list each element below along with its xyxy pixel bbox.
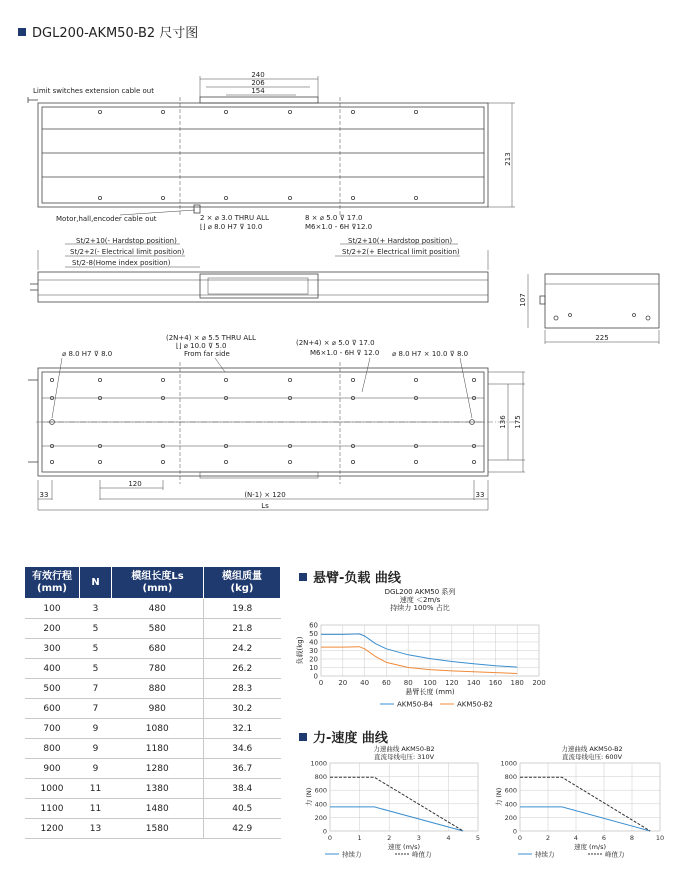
dim-107: 107 <box>519 293 527 307</box>
hole-mark <box>351 110 354 113</box>
top-view <box>28 76 515 215</box>
y-tick-label: 60 <box>309 621 318 630</box>
x-tick-label: 8 <box>629 834 635 842</box>
x-tick-label: 0 <box>327 834 333 842</box>
table-cell: 1080 <box>112 719 204 739</box>
table-cell: 800 <box>25 739 80 759</box>
x-tick-label: 160 <box>488 679 503 687</box>
dim-ls: Ls <box>261 502 269 510</box>
force-speed-chart-310v <box>300 743 490 858</box>
x-tick-label: 5 <box>475 834 481 842</box>
table-cell: 1380 <box>112 779 204 799</box>
chart-title: DGL200 AKM50 系列 <box>384 588 456 596</box>
table-row <box>25 699 281 719</box>
page-title-text: DGL200-AKM50-B2 尺寸图 <box>32 26 199 41</box>
x-tick-label: 0 <box>517 834 523 842</box>
motor-cable-label: Motor,hall,encoder cable out <box>56 215 157 223</box>
x-tick-label: 40 <box>360 679 370 687</box>
hole-mark <box>161 378 164 381</box>
chart-title: 力速曲线 AKM50-B2 <box>561 745 623 753</box>
table-cell: 700 <box>25 719 80 739</box>
m6-spec-1: (2N+4) × ⌀ 5.0 ⊽ 17.0 <box>296 339 375 347</box>
hole-spec-b2: M6×1.0 - 6H ⊽12.0 <box>305 223 373 231</box>
y-tick-label: 0 <box>512 827 517 836</box>
load-curve-chart <box>290 585 550 710</box>
hole-mark <box>98 460 101 463</box>
table-cell: 7 <box>80 699 112 719</box>
x-tick-label: 80 <box>403 679 413 687</box>
table-cell: 38.4 <box>204 779 281 799</box>
section-marker-icon <box>299 573 307 581</box>
table-row <box>25 619 281 639</box>
y-tick-label: 200 <box>314 813 327 822</box>
hole-mark <box>414 378 417 381</box>
hole-mark <box>351 378 354 381</box>
table-cell: 11 <box>80 779 112 799</box>
table-cell: 30.2 <box>204 699 281 719</box>
table-row <box>25 779 281 799</box>
st-right-1: St/2+10(+ Hardstop position) <box>348 237 453 245</box>
hole-mark <box>98 110 101 113</box>
table-cell: 300 <box>25 639 80 659</box>
y-axis-label: 力 (N) <box>495 787 503 807</box>
table-cell: 1580 <box>112 819 204 839</box>
table-cell: 5 <box>80 659 112 679</box>
header-length: 模组长度Ls (mm) <box>112 567 204 599</box>
dim-213: 213 <box>504 152 512 166</box>
end-view <box>528 274 659 344</box>
table-cell: 36.7 <box>204 759 281 779</box>
x-tick-label: 2 <box>545 834 551 842</box>
table-row <box>25 799 281 819</box>
table-row <box>25 599 281 619</box>
hole-mark <box>472 378 475 381</box>
hole-mark <box>98 196 101 199</box>
table-row <box>25 819 281 839</box>
hole-spec-a2: ⌊⌋ ⌀ 8.0 H7 ⊽ 10.0 <box>200 223 263 231</box>
m6-spec-2: M6×1.0 - 6H ⊽ 12.0 <box>310 349 380 357</box>
hole-mark <box>351 460 354 463</box>
y-tick-label: 20 <box>309 655 318 664</box>
hole-mark <box>161 196 164 199</box>
table-cell: 40.5 <box>204 799 281 819</box>
header-mass: 模组质量 (kg) <box>204 567 281 599</box>
y-tick-label: 800 <box>504 773 517 782</box>
table-cell: 100 <box>25 599 80 619</box>
x-tick-label: 6 <box>601 834 607 842</box>
chart-title: 直流母线电压: 600V <box>561 753 623 761</box>
thru-spec-1: (2N+4) × ⌀ 5.5 THRU ALL <box>166 334 256 342</box>
st-left-1: St/2+10(- Hardstop position) <box>76 237 177 245</box>
x-tick-label: 3 <box>416 834 421 842</box>
table-cell: 42.9 <box>204 819 281 839</box>
hole-mark <box>50 460 53 463</box>
dim-120: 120 <box>128 480 142 488</box>
hole-mark <box>351 196 354 199</box>
chart-title: 持续力 100% 占比 <box>390 604 450 612</box>
table-cell: 11 <box>80 799 112 819</box>
legend-label: AKM50-B2 <box>457 700 493 709</box>
table-cell: 26.2 <box>204 659 281 679</box>
st-right-2: St/2+2(+ Electrical limit position) <box>342 248 460 256</box>
table-row <box>25 759 281 779</box>
hole-mark <box>288 460 291 463</box>
x-tick-label: 10 <box>655 834 665 842</box>
st-left-2: St/2+2(- Electrical limit position) <box>70 248 185 256</box>
hole-mark <box>224 110 227 113</box>
pin-right-label: ⌀ 8.0 H7 × 10.0 ⊽ 8.0 <box>392 350 469 358</box>
spec-header-row <box>25 567 281 599</box>
table-row <box>25 639 281 659</box>
dim-33-left: 33 <box>39 491 49 499</box>
table-cell: 32.1 <box>204 719 281 739</box>
chart-title: 力速曲线 AKM50-B2 <box>373 745 435 753</box>
y-tick-label: 40 <box>309 638 318 647</box>
hole-mark <box>224 196 227 199</box>
legend-label: 峰值力 <box>412 850 432 858</box>
y-axis-label: 负载(kg) <box>296 636 304 665</box>
table-cell: 13 <box>80 819 112 839</box>
table-cell: 880 <box>112 679 204 699</box>
table-cell: 1100 <box>25 799 80 819</box>
y-tick-label: 800 <box>314 773 327 782</box>
x-tick-label: 4 <box>446 834 451 842</box>
dim-33-right: 33 <box>475 491 485 499</box>
hole-mark <box>161 110 164 113</box>
x-axis-label: 速度 (m/s) <box>573 843 607 851</box>
table-cell: 34.6 <box>204 739 281 759</box>
chart-title: 速度 ＜2m/s <box>399 596 441 604</box>
x-axis-label: 悬臂长度 (mm) <box>405 688 455 696</box>
table-cell: 780 <box>112 659 204 679</box>
hole-mark <box>224 460 227 463</box>
y-tick-label: 1000 <box>310 759 327 768</box>
hole-mark <box>472 460 475 463</box>
dim-154: 154 <box>251 87 265 95</box>
legend-label: 持续力 <box>342 850 362 858</box>
st-left-3: St/2-8(Home index position) <box>72 259 171 267</box>
table-row <box>25 719 281 739</box>
table-cell: 480 <box>112 599 204 619</box>
x-tick-label: 100 <box>423 679 437 687</box>
table-cell: 680 <box>112 639 204 659</box>
dim-n-minus-1: (N-1) × 120 <box>244 491 286 499</box>
section-marker-icon <box>299 733 307 741</box>
hole-spec-b1: 8 × ⌀ 5.0 ⊽ 17.0 <box>305 214 363 222</box>
spec-table <box>24 566 281 839</box>
dim-225: 225 <box>595 334 609 342</box>
y-tick-label: 0 <box>322 827 327 836</box>
y-tick-label: 50 <box>309 630 318 638</box>
plot-area <box>520 763 660 831</box>
table-cell: 1180 <box>112 739 204 759</box>
thru-spec-2: ⌊⌋ ⌀ 10.0 ⊽ 5.0 <box>176 342 227 350</box>
thru-spec-3: From far side <box>184 350 230 358</box>
table-cell: 500 <box>25 679 80 699</box>
hole-mark <box>414 196 417 199</box>
x-tick-label: 20 <box>338 679 348 687</box>
dim-240: 240 <box>251 71 265 79</box>
table-cell: 9 <box>80 719 112 739</box>
x-tick-label: 2 <box>387 834 392 842</box>
legend-label: 峰值力 <box>605 850 625 858</box>
table-cell: 9 <box>80 739 112 759</box>
y-tick-label: 30 <box>309 647 318 655</box>
limit-cable-label: Limit switches extension cable out <box>33 87 154 95</box>
table-cell: 28.3 <box>204 679 281 699</box>
header-n: N <box>80 567 112 599</box>
table-cell: 5 <box>80 619 112 639</box>
hole-mark <box>224 378 227 381</box>
table-cell: 980 <box>112 699 204 719</box>
table-cell: 580 <box>112 619 204 639</box>
table-cell: 200 <box>25 619 80 639</box>
y-tick-label: 400 <box>504 800 517 809</box>
table-cell: 19.8 <box>204 599 281 619</box>
y-tick-label: 0 <box>313 672 318 681</box>
y-tick-label: 400 <box>314 800 327 809</box>
table-cell: 24.2 <box>204 639 281 659</box>
x-axis-label: 速度 (m/s) <box>387 843 421 851</box>
y-tick-label: 600 <box>314 786 327 795</box>
hole-mark <box>50 378 53 381</box>
y-axis-label: 力 (N) <box>305 787 313 807</box>
table-cell: 1200 <box>25 819 80 839</box>
table-cell: 900 <box>25 759 80 779</box>
hole-spec-a1: 2 × ⌀ 3.0 THRU ALL <box>200 214 269 222</box>
legend-label: AKM50-B4 <box>397 700 433 709</box>
x-tick-label: 4 <box>573 834 579 842</box>
x-tick-label: 60 <box>381 679 391 687</box>
hole-mark <box>414 110 417 113</box>
table-cell: 7 <box>80 679 112 699</box>
hole-mark <box>288 196 291 199</box>
table-cell: 1280 <box>112 759 204 779</box>
force-speed-chart-600v <box>490 743 680 858</box>
hole-mark <box>161 460 164 463</box>
table-cell: 21.8 <box>204 619 281 639</box>
y-tick-label: 10 <box>309 664 318 672</box>
table-cell: 1000 <box>25 779 80 799</box>
pin-left-label: ⌀ 8.0 H7 ⊽ 8.0 <box>62 350 113 358</box>
dim-175: 175 <box>514 415 522 429</box>
hole-mark <box>98 378 101 381</box>
header-stroke: 有效行程 (mm) <box>25 567 80 599</box>
y-tick-label: 600 <box>504 786 517 795</box>
table-cell: 1480 <box>112 799 204 819</box>
table-row <box>25 659 281 679</box>
table-cell: 3 <box>80 599 112 619</box>
table-cell: 400 <box>25 659 80 679</box>
x-tick-label: 200 <box>532 679 546 687</box>
table-cell: 9 <box>80 759 112 779</box>
hole-mark <box>288 110 291 113</box>
hole-mark <box>288 378 291 381</box>
table-cell: 600 <box>25 699 80 719</box>
x-tick-label: 1 <box>357 834 362 842</box>
x-tick-label: 120 <box>445 679 459 687</box>
x-tick-label: 0 <box>318 679 324 687</box>
mounting-holes <box>50 110 476 463</box>
bottom-view <box>28 358 525 510</box>
load-curve-title: 悬臂-负载 曲线 <box>299 567 401 586</box>
speed-curve-title: 力-速度 曲线 <box>299 727 388 746</box>
table-cell: 5 <box>80 639 112 659</box>
hole-mark <box>414 460 417 463</box>
dim-206: 206 <box>251 79 265 87</box>
table-row <box>25 679 281 699</box>
legend-label: 持续力 <box>535 850 555 858</box>
plot-area <box>330 763 478 831</box>
y-tick-label: 200 <box>504 813 517 822</box>
dim-136: 136 <box>499 415 507 429</box>
chart-title: 直流母线电压: 310V <box>373 753 435 761</box>
x-tick-label: 140 <box>466 679 481 687</box>
table-row <box>25 739 281 759</box>
x-tick-label: 180 <box>510 679 524 687</box>
y-tick-label: 1000 <box>500 759 517 768</box>
